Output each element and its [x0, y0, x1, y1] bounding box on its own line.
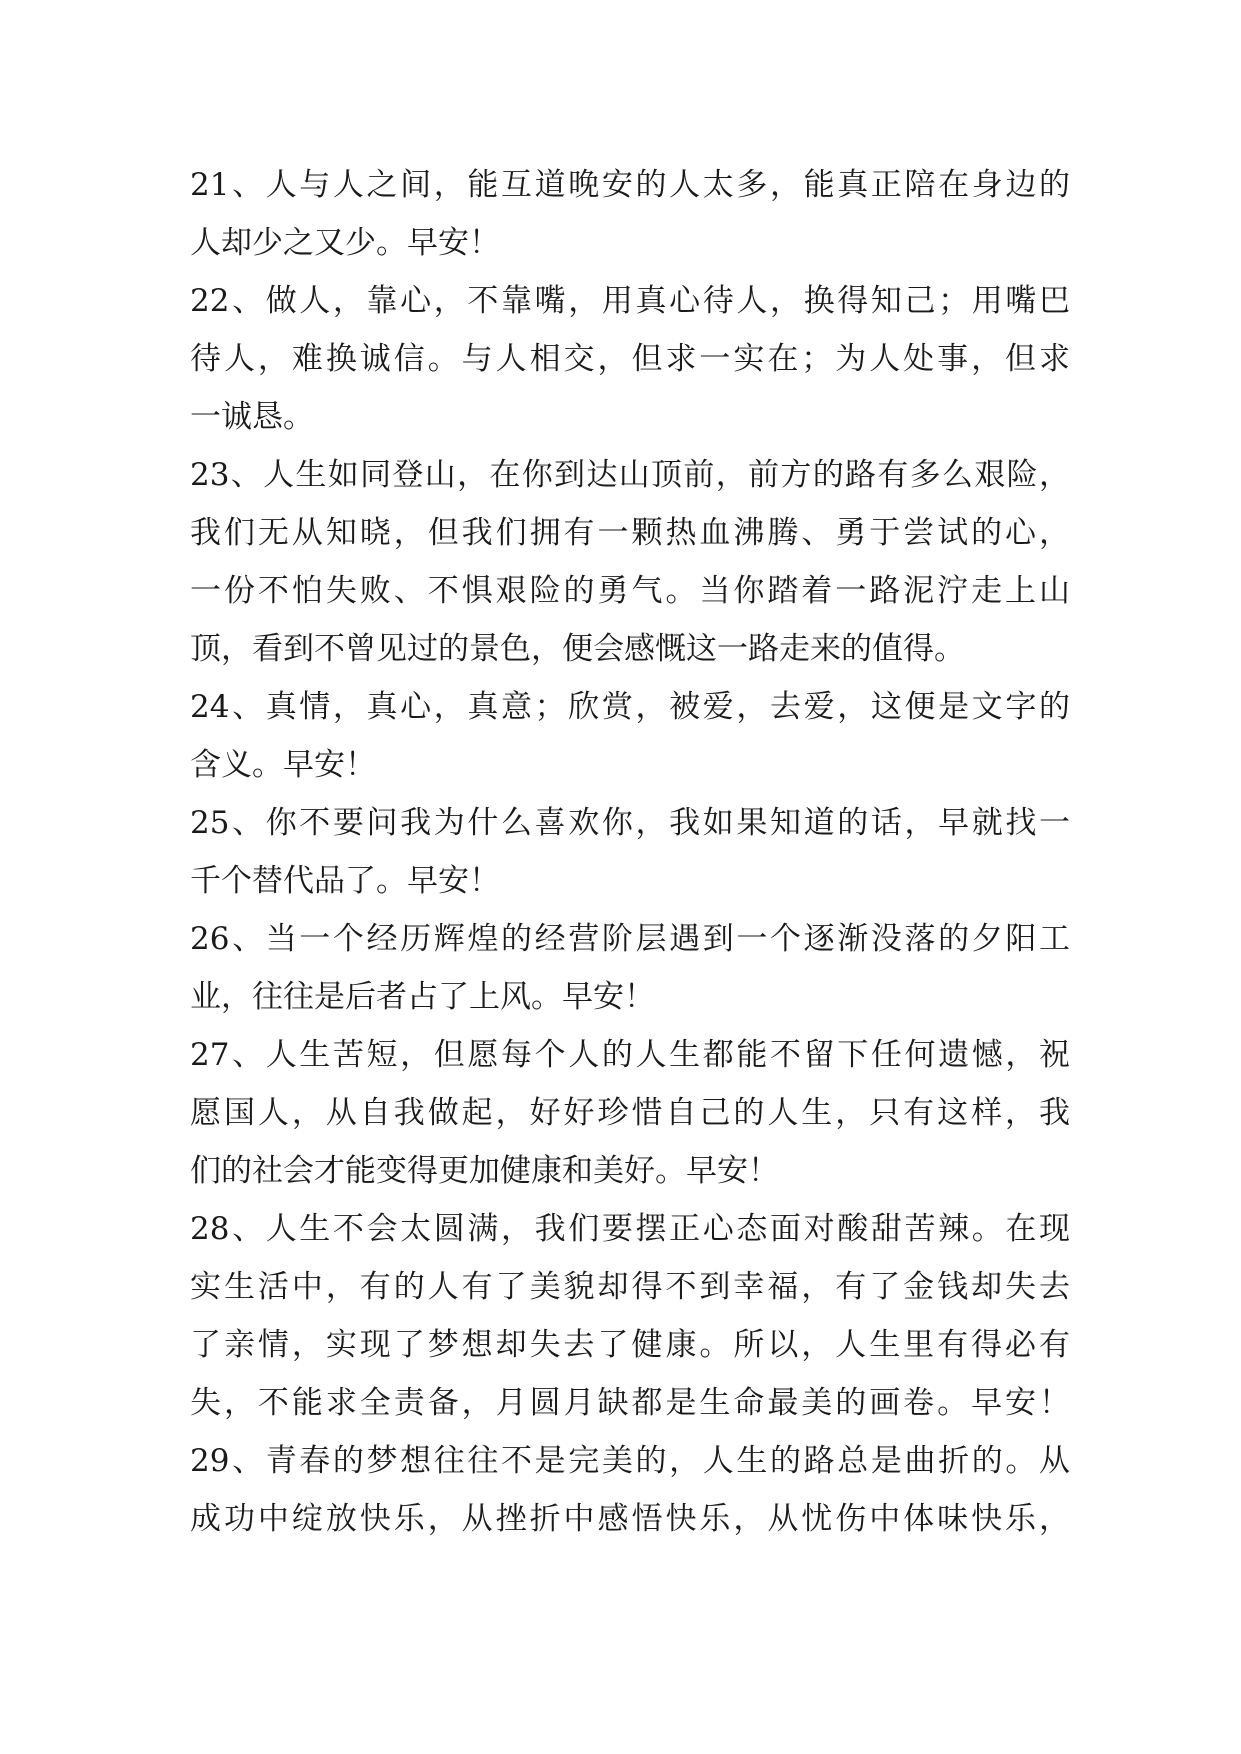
document-body: [190, 156, 1070, 1548]
paragraph-26: [190, 910, 1070, 1026]
text-line: 成功中绽放快乐，从挫折中感悟快乐，从忧伤中体味快乐，: [190, 1501, 1070, 1537]
text-line: 21、人与人之间，能互道晚安的人太多，能真正陪在身边的: [190, 167, 1070, 203]
text-line: 含义。早安！: [190, 747, 376, 783]
text-line: 27、人生苦短，但愿每个人的人生都能不留下任何遗憾，祝: [190, 1037, 1070, 1073]
text-line: 千个替代品了。早安！: [190, 863, 500, 899]
paragraph-22: [190, 272, 1070, 446]
text-line: 24、真情，真心，真意；欣赏，被爱，去爱，这便是文字的: [190, 689, 1070, 725]
paragraph-29: [190, 1432, 1070, 1548]
text-line: 了亲情，实现了梦想却失去了健康。所以，人生里有得必有: [190, 1327, 1070, 1363]
text-line: 顶，看到不曾见过的景色，便会感慨这一路走来的值得。: [190, 631, 965, 667]
text-line: 们的社会才能变得更加健康和美好。早安！: [190, 1153, 779, 1189]
paragraph-28: [190, 1200, 1070, 1432]
text-line: 人却少之又少。早安！: [190, 225, 500, 261]
text-line: 一份不怕失败、不惧艰险的勇气。当你踏着一路泥泞走上山: [190, 573, 1070, 609]
text-line: 待人，难换诚信。与人相交，但求一实在；为人处事，但求: [190, 341, 1070, 377]
text-line: 实生活中，有的人有了美貌却得不到幸福，有了金钱却失去: [190, 1269, 1070, 1305]
text-line: 25、你不要问我为什么喜欢你，我如果知道的话，早就找一: [190, 805, 1070, 841]
text-line: 愿国人，从自我做起，好好珍惜自己的人生，只有这样，我: [190, 1095, 1070, 1131]
paragraph-24: [190, 678, 1070, 794]
text-line: 我们无从知晓，但我们拥有一颗热血沸腾、勇于尝试的心，: [190, 515, 1070, 551]
text-line: 22、做人，靠心，不靠嘴，用真心待人，换得知己；用嘴巴: [190, 283, 1070, 319]
text-line: 23、人生如同登山，在你到达山顶前，前方的路有多么艰险，: [190, 457, 1070, 493]
paragraph-27: [190, 1026, 1070, 1200]
text-line: 业，往往是后者占了上风。早安！: [190, 979, 655, 1015]
text-line: 一诚恳。: [190, 399, 314, 435]
text-line: 失，不能求全责备，月圆月缺都是生命最美的画卷。早安！: [190, 1385, 1070, 1421]
paragraph-23: [190, 446, 1070, 678]
text-line: 26、当一个经历辉煌的经营阶层遇到一个逐渐没落的夕阳工: [190, 921, 1070, 957]
paragraph-25: [190, 794, 1070, 910]
paragraph-21: [190, 156, 1070, 272]
text-line: 28、人生不会太圆满，我们要摆正心态面对酸甜苦辣。在现: [190, 1211, 1070, 1247]
text-line: 29、青春的梦想往往不是完美的，人生的路总是曲折的。从: [190, 1443, 1070, 1479]
